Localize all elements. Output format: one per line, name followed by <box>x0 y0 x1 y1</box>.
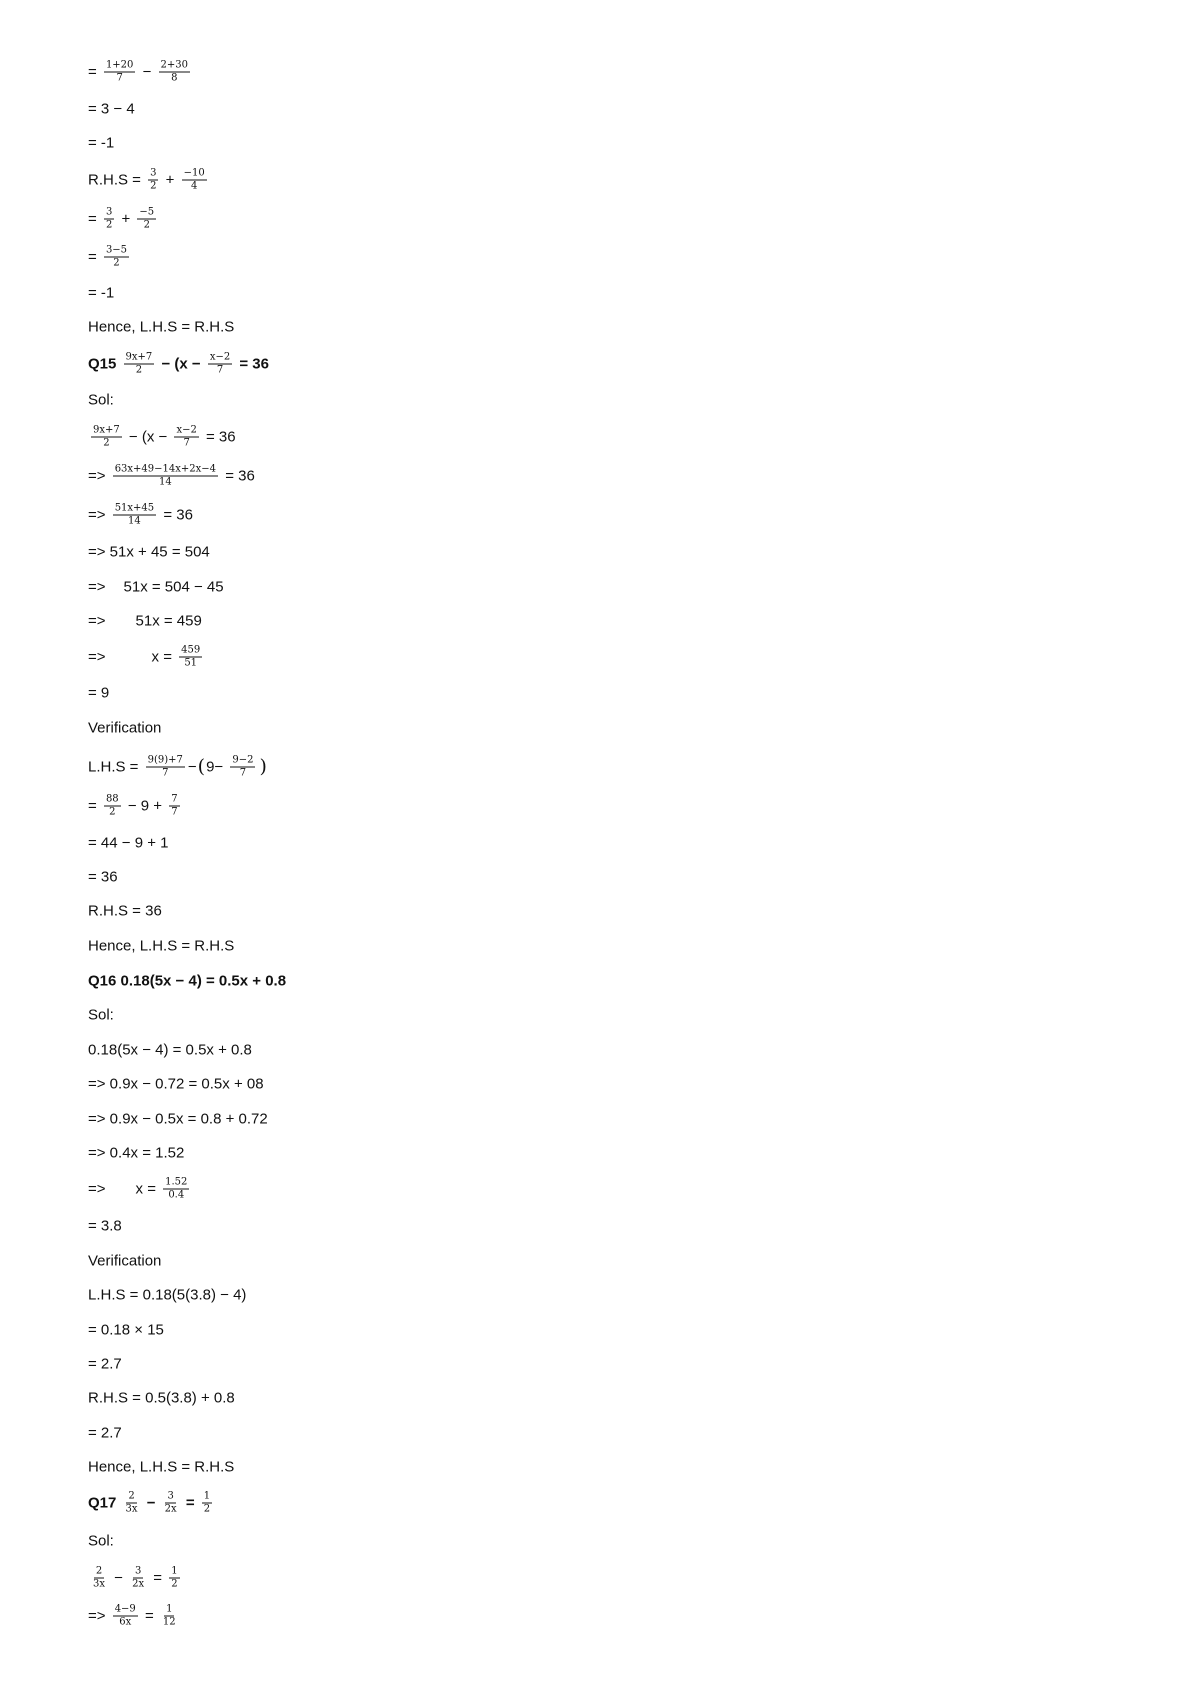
fraction-denominator: 2 <box>203 1503 211 1515</box>
fraction-denominator: 7 <box>171 806 178 818</box>
solution-line <box>88 393 114 408</box>
math-text: = 9 <box>88 684 110 702</box>
math-text: Verification <box>88 719 162 737</box>
math-text: = 3.8 <box>88 1217 122 1235</box>
fraction-numerator: 9x+7 <box>125 351 153 363</box>
fraction-numerator: 9−2 <box>232 754 254 766</box>
fraction-denominator: 7 <box>162 767 169 779</box>
solution-line <box>88 1112 268 1127</box>
math-text: − 9 + <box>123 797 167 815</box>
fraction <box>113 1605 138 1628</box>
solution-line <box>88 1426 122 1441</box>
math-text: + <box>117 210 135 228</box>
solution-line <box>88 169 210 192</box>
fraction-numerator: 1 <box>203 1490 211 1502</box>
math-text: Verification <box>88 1252 162 1270</box>
fraction-numerator: 1 <box>171 1565 178 1577</box>
fraction <box>163 1178 189 1201</box>
solution-line <box>88 545 210 560</box>
math-text: 0.18(5x − 4) = 0.5x + 0.8 <box>88 1041 252 1059</box>
fraction-denominator: 51 <box>184 657 198 669</box>
fraction-numerator: 2 <box>95 1565 103 1577</box>
solution-line <box>88 286 114 301</box>
math-text: = 36 <box>88 868 118 886</box>
solution-line <box>88 614 202 629</box>
solution-line <box>88 208 159 231</box>
fraction <box>169 795 179 818</box>
fraction-denominator: 2 <box>113 257 120 269</box>
fraction-numerator: 88 <box>105 793 119 805</box>
math-text: = 36 <box>221 467 255 485</box>
fraction-numerator: 7 <box>171 793 178 805</box>
math-text: Hence, L.H.S = R.H.S <box>88 1458 235 1476</box>
fraction-denominator: 3x <box>93 1578 106 1590</box>
math-text: => <box>88 506 110 524</box>
math-text: => 0.9x − 0.5x = 0.8 + 0.72 <box>88 1110 268 1128</box>
fraction-denominator: 2 <box>150 180 157 192</box>
fraction-denominator: 2 <box>109 806 116 818</box>
solution-line <box>88 1605 181 1628</box>
math-text: => <box>88 648 106 666</box>
fraction-denominator: 3x <box>125 1503 138 1515</box>
math-text: => <box>88 467 110 485</box>
math-text: = 36 <box>201 428 236 446</box>
math-text: Hence, L.H.S = R.H.S <box>88 318 235 336</box>
solution-line <box>88 246 132 269</box>
math-text: = <box>88 797 101 815</box>
solution-line <box>88 580 224 595</box>
fraction-numerator: 1.52 <box>165 1176 188 1188</box>
math-text: L.H.S = 0.18(5(3.8) − 4) <box>88 1286 247 1304</box>
math-text: x = <box>135 1180 161 1198</box>
fraction-numerator: 9x+7 <box>93 424 120 436</box>
math-text: − <box>138 63 156 81</box>
fraction-numerator: −10 <box>183 167 205 179</box>
fraction <box>104 246 129 269</box>
fraction-denominator: 7 <box>116 72 123 84</box>
fraction-numerator: 1+20 <box>105 59 134 71</box>
fraction-denominator: 2x <box>164 1503 177 1515</box>
fraction-numerator: 3 <box>105 206 113 218</box>
fraction-denominator: 2 <box>171 1578 178 1590</box>
math-text: x = <box>151 648 177 666</box>
fraction-numerator: 3 <box>134 1565 142 1577</box>
math-text: Sol: <box>88 391 114 409</box>
math-text: => <box>88 1180 106 1198</box>
fraction <box>104 208 114 231</box>
solution-line <box>88 836 169 851</box>
fraction-numerator: 2+30 <box>160 59 188 71</box>
math-text: R.H.S = 0.5(3.8) + 0.8 <box>88 1389 235 1407</box>
fraction-denominator: 6x <box>119 1616 132 1628</box>
fraction <box>230 756 255 779</box>
math-text: => <box>88 612 106 630</box>
solution-line <box>88 1254 161 1269</box>
math-text: L.H.S = <box>88 758 143 776</box>
fraction-numerator: x−2 <box>209 351 231 363</box>
math-text: => 0.4x = 1.52 <box>88 1144 185 1162</box>
math-text: = 44 − 9 + 1 <box>88 834 169 852</box>
fraction-denominator: 7 <box>216 364 224 376</box>
math-text: Q16 0.18(5x − 4) = 0.5x + 0.8 <box>88 972 287 990</box>
math-text: Q17 <box>88 1494 121 1512</box>
math-text: = 0.18 × 15 <box>88 1321 164 1339</box>
fraction-numerator: x−2 <box>176 424 197 436</box>
fraction-denominator: 2 <box>103 437 110 449</box>
solution-line <box>88 1008 114 1023</box>
solution-line <box>88 756 268 779</box>
math-text: = 36 <box>235 355 269 373</box>
fraction-numerator: 1 <box>166 1603 173 1615</box>
solution-line <box>88 721 161 736</box>
solution-line <box>88 1146 184 1161</box>
fraction-numerator: 4−9 <box>114 1603 136 1615</box>
fraction-numerator: 3 <box>150 167 157 179</box>
math-text: = <box>88 210 101 228</box>
math-text: 51x = 459 <box>135 612 202 630</box>
large-parenthesis: ) <box>259 755 267 778</box>
fraction-numerator: −5 <box>139 206 155 218</box>
large-parenthesis: ( <box>197 755 206 778</box>
solution-line <box>88 1460 234 1475</box>
solution-line <box>88 1567 183 1590</box>
fraction <box>91 1567 107 1590</box>
math-text: = <box>88 63 101 81</box>
fraction-denominator: 2x <box>132 1578 145 1590</box>
solution-line <box>88 465 255 488</box>
fraction-numerator: 51x+45 <box>114 502 155 514</box>
math-text: = 2.7 <box>88 1355 122 1373</box>
solution-line <box>88 1219 122 1234</box>
solution-line <box>88 939 234 954</box>
math-text: Sol: <box>88 1532 114 1550</box>
math-text: = <box>181 1494 199 1512</box>
solution-line <box>88 426 236 449</box>
fraction-numerator: 3 <box>167 1490 174 1502</box>
math-text: = <box>140 1607 158 1625</box>
solution-line <box>88 904 162 919</box>
fraction-denominator: 2 <box>143 219 150 231</box>
solution-line <box>88 1178 192 1201</box>
math-text: R.H.S = <box>88 171 146 189</box>
math-text: 51x = 504 − 45 <box>123 578 224 596</box>
solution-line <box>88 136 114 151</box>
fraction <box>202 1492 212 1515</box>
fraction <box>113 504 156 527</box>
question-heading <box>88 353 269 376</box>
math-text: => <box>88 1607 110 1625</box>
fraction <box>148 169 158 192</box>
fraction-denominator: 4 <box>190 180 198 192</box>
math-text: R.H.S = 36 <box>88 902 162 920</box>
math-text: − (x − <box>157 355 205 373</box>
math-text: + <box>161 171 179 189</box>
fraction-denominator: 2 <box>135 364 143 376</box>
fraction-denominator: 8 <box>171 72 178 84</box>
solution-line <box>88 1323 164 1338</box>
fraction-numerator: 2 <box>128 1490 135 1502</box>
fraction-denominator: 14 <box>158 476 172 488</box>
math-text: = <box>149 1569 167 1587</box>
math-text: = 3 − 4 <box>88 100 135 118</box>
math-text: − <box>110 1569 128 1587</box>
math-text: Q15 <box>88 355 121 373</box>
fraction-denominator: 12 <box>162 1616 176 1628</box>
fraction <box>163 1492 179 1515</box>
math-text: => 51x + 45 = 504 <box>88 543 210 561</box>
math-text: = -1 <box>88 284 115 302</box>
fraction-denominator: 2 <box>105 219 113 231</box>
fraction <box>208 353 232 376</box>
fraction <box>130 1567 146 1590</box>
fraction <box>146 756 185 779</box>
fraction <box>182 169 207 192</box>
math-text: − <box>142 1494 160 1512</box>
fraction-denominator: 0.4 <box>168 1189 185 1201</box>
math-text: 9− <box>206 758 228 776</box>
solution-line <box>88 61 193 84</box>
math-text: − (x − <box>124 428 172 446</box>
fraction <box>113 465 218 488</box>
fraction <box>169 1567 179 1590</box>
fraction-numerator: 3−5 <box>105 244 128 256</box>
math-text: Hence, L.H.S = R.H.S <box>88 937 235 955</box>
fraction-denominator: 7 <box>239 767 247 779</box>
math-text: = <box>88 248 101 266</box>
fraction-numerator: 63x+49−14x+2x−4 <box>114 463 217 475</box>
math-text: => 0.9x − 0.72 = 0.5x + 08 <box>88 1075 264 1093</box>
fraction <box>104 795 121 818</box>
math-text: = 36 <box>159 506 193 524</box>
solution-line <box>88 870 118 885</box>
solution-line <box>88 1288 246 1303</box>
fraction <box>179 646 202 669</box>
solution-line <box>88 1043 252 1058</box>
math-text: Sol: <box>88 1006 114 1024</box>
math-text: = 2.7 <box>88 1424 122 1442</box>
solution-line <box>88 1357 122 1372</box>
fraction <box>137 208 156 231</box>
question-heading <box>88 974 286 989</box>
math-text: => <box>88 578 106 596</box>
fraction <box>159 61 190 84</box>
solution-line <box>88 320 234 335</box>
solution-line <box>88 1077 264 1092</box>
solution-line <box>88 1391 235 1406</box>
fraction <box>104 61 135 84</box>
solution-line <box>88 646 205 669</box>
fraction-numerator: 459 <box>181 644 201 656</box>
fraction-numerator: 9(9)+7 <box>147 754 183 766</box>
solution-line <box>88 686 109 701</box>
solution-line <box>88 102 135 117</box>
solution-line <box>88 504 193 527</box>
fraction-denominator: 7 <box>183 437 190 449</box>
fraction <box>91 426 122 449</box>
fraction <box>124 353 155 376</box>
fraction-denominator: 14 <box>128 515 141 527</box>
fraction <box>174 426 198 449</box>
fraction <box>161 1605 178 1628</box>
solution-line <box>88 795 183 818</box>
solution-line <box>88 1534 114 1549</box>
math-text: = -1 <box>88 134 115 152</box>
math-text: − <box>187 758 197 776</box>
question-heading <box>88 1492 215 1515</box>
fraction <box>124 1492 140 1515</box>
